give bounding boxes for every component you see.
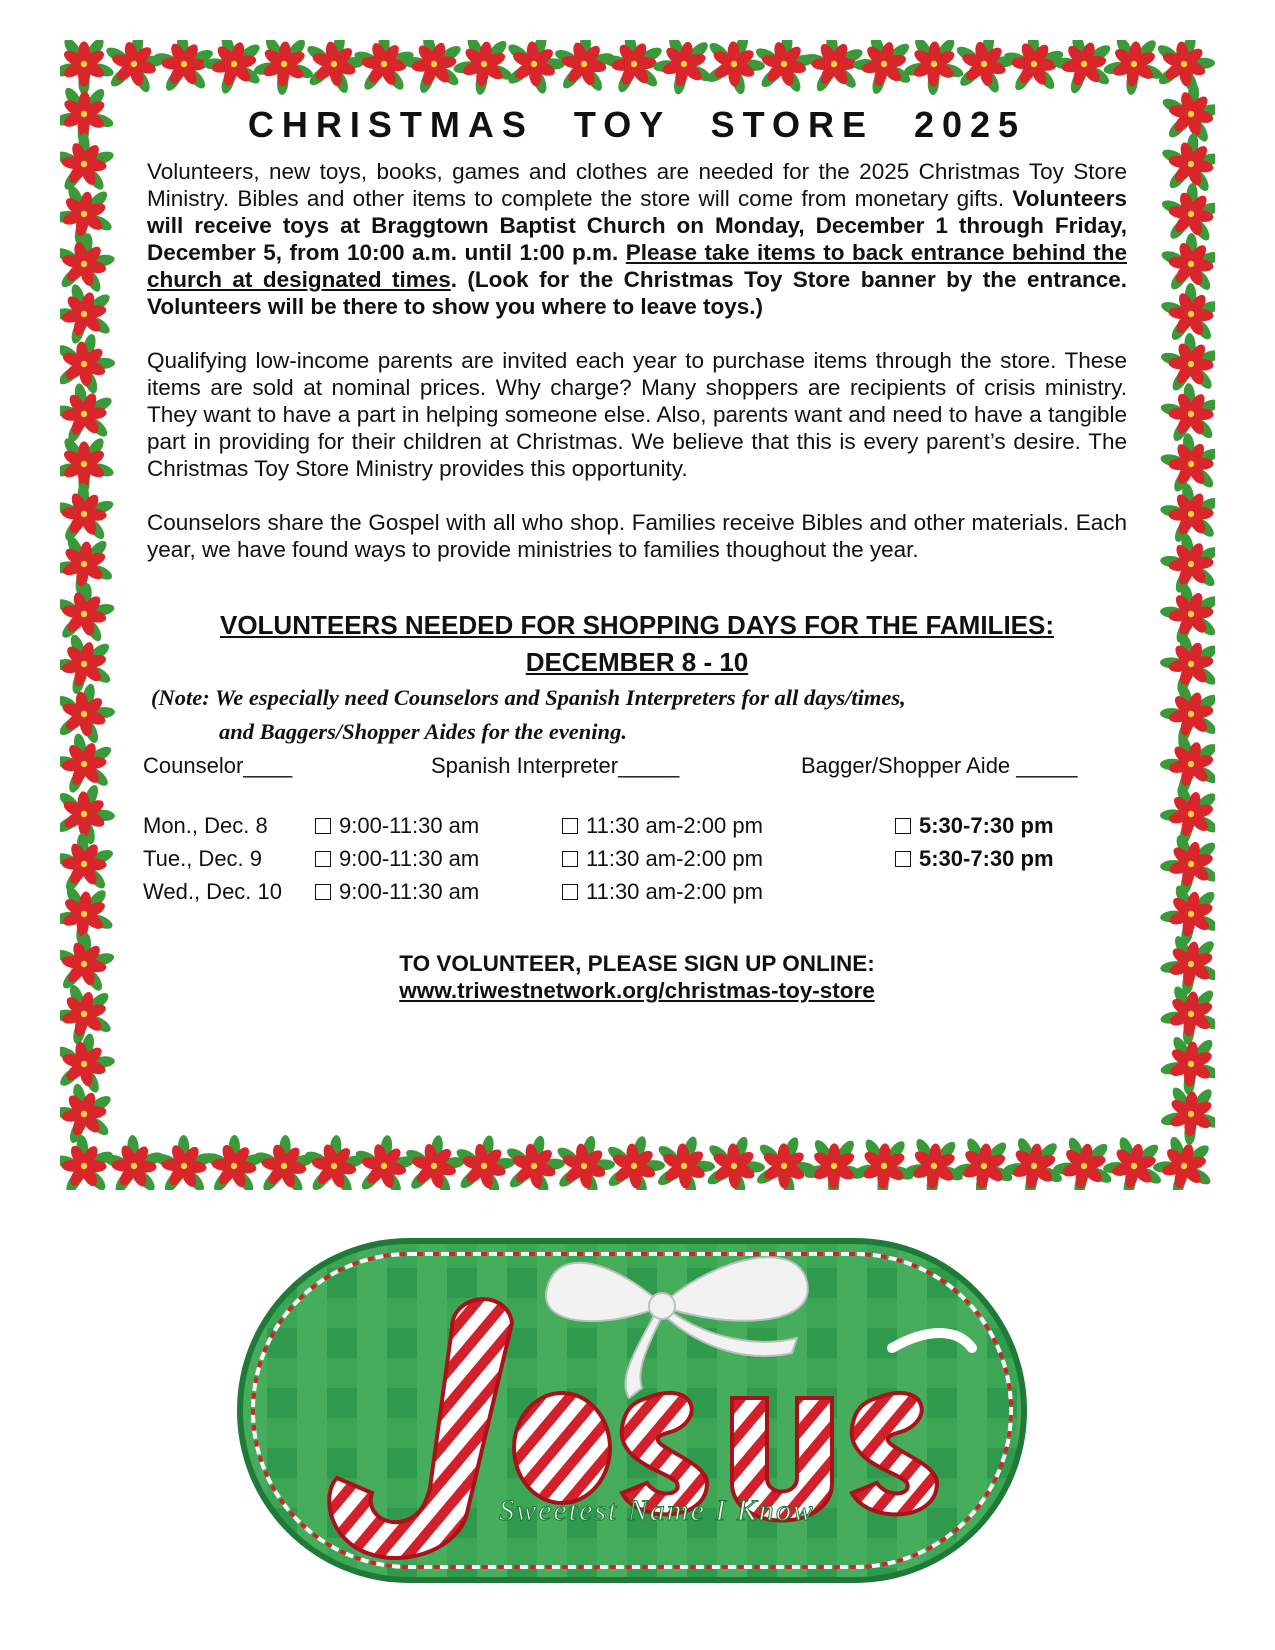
intro-paragraph [147,158,1127,320]
checkbox-icon[interactable] [315,884,331,900]
signup-link[interactable]: www.triwestnetwork.org/christmas-toy-store [399,978,875,1003]
poinsettia-icon [592,40,674,106]
signup-block [147,950,1127,1004]
flyer-title: CHRISTMAS TOY STORE 2025 [247,104,1027,145]
slot-label: 11:30 am-2:00 pm [586,812,763,838]
slot-midday[interactable] [562,879,895,905]
day-label: Wed., Dec. 10 [143,878,282,904]
poinsettia-icon [1147,72,1215,158]
slot-label: 5:30-7:30 pm [919,845,1054,871]
role-bagger-shopper-aide[interactable]: Bagger/Shopper Aide _____ [801,753,1078,778]
poinsettia-icon [741,1125,824,1190]
slot-label: 9:00-11:30 am [339,812,480,838]
poinsettia-icon [60,436,115,495]
poinsettia-icon [802,1137,865,1190]
slot-evening[interactable] [895,813,1054,839]
schedule-row-mon [143,809,1127,842]
poinsettia-icon [60,40,115,95]
poinsettia-icon [251,40,317,97]
checkbox-icon[interactable] [315,851,331,867]
note-line-1: (Note: We especially need Counselors and Spanish Interpreters for all days/times, [151,685,906,710]
note-line-2: and Baggers/Shopper Aides for the evening. [219,719,627,744]
poinsettia-icon [1154,880,1215,950]
checkbox-icon[interactable] [895,818,911,834]
slot-label: 11:30 am-2:00 pm [586,878,763,904]
poinsettia-icon [998,1133,1069,1190]
checkbox-icon[interactable] [562,884,578,900]
parents-paragraph: Qualifying low-income parents are invited each year to purchase items through the store. These items are sold at nominal prices. Why charge? Many shoppers are recipients of crisis ministry. They want to have a part in helping someone else. Also, parents want and need to have a tangible part in providing for their children at Christmas. We believe that this is every parent’s desire. The Christmas Toy Store Ministry provides this opportunity. [147,348,1127,481]
drop-off-dates: Volunteers will receive toys at Braggtown Baptist Church on Monday, December 1 through Friday, December 5, from 10:00 a.m. until 1:00 p.m. [147,186,1127,265]
slot-midday[interactable] [562,846,895,872]
counselors-paragraph: Counselors share the Gospel with all who shop. Families receive Bibles and other materials. Each year, we have found ways to provide ministries to families thoughout the year. [147,510,1127,562]
slot-label: 9:00-11:30 am [339,878,480,904]
volunteer-note [151,681,1127,749]
volunteers-heading: VOLUNTEERS NEEDED FOR SHOPPING DAYS FOR THE FAMILIES: [219,610,1055,640]
slot-label: 9:00-11:30 am [339,845,480,871]
poinsettia-icon [60,922,126,1008]
slot-midday[interactable] [562,813,895,839]
slot-morning[interactable] [315,879,562,905]
intro-text: Volunteers, new toys, books, games and clothes are needed for the 2025 Christmas Toy Store Ministry. Bibles and other items to complete the store will come from monetary gifts. [147,159,1127,211]
schedule-row-tue [143,842,1127,875]
schedule-table [143,809,1127,908]
role-list [143,753,1127,779]
poinsettia-icon [991,40,1076,107]
checkbox-icon[interactable] [562,851,578,867]
poinsettia-icon [1155,931,1215,999]
checkbox-icon[interactable] [562,818,578,834]
checkbox-icon[interactable] [315,818,331,834]
role-spanish-interpreter[interactable]: Spanish Interpreter_____ [431,753,680,778]
role-counselor[interactable]: Counselor____ [143,753,293,778]
jesus-candy-cane-badge [237,1238,1027,1583]
slot-label: 11:30 am-2:00 pm [586,845,763,871]
banner-note: . (Look for the Christmas Toy Store banner by the entrance. Volunteers will be there to show you where to leave toys.) [147,267,1127,319]
poinsettia-icon [900,1135,967,1190]
poinsettia-icon [851,1136,916,1190]
slot-morning[interactable] [315,813,562,839]
poinsettia-icon [60,572,126,658]
checkbox-icon[interactable] [895,851,911,867]
flyer-content [143,104,1127,1004]
poinsettia-icon [949,1134,1018,1190]
slot-evening[interactable] [895,846,1054,872]
poinsettia-icon [791,40,875,106]
poinsettia-icon [141,40,225,107]
poinsettia-icon [902,40,966,96]
slot-label: 5:30-7:30 pm [919,812,1054,838]
schedule-row-wed [143,875,1127,908]
day-label: Mon., Dec. 8 [143,812,268,838]
drop-off-instructions: Please take items to back entrance behind the church at designated times [147,240,1127,292]
day-label: Tue., Dec. 9 [143,845,263,871]
slot-morning[interactable] [315,846,562,872]
tagline-art: Sweetest Name I Know [499,1494,815,1527]
dates-heading: DECEMBER 8 - 10 [525,647,749,677]
signup-text: TO VOLUNTEER, PLEASE SIGN UP ONLINE: [399,951,875,976]
